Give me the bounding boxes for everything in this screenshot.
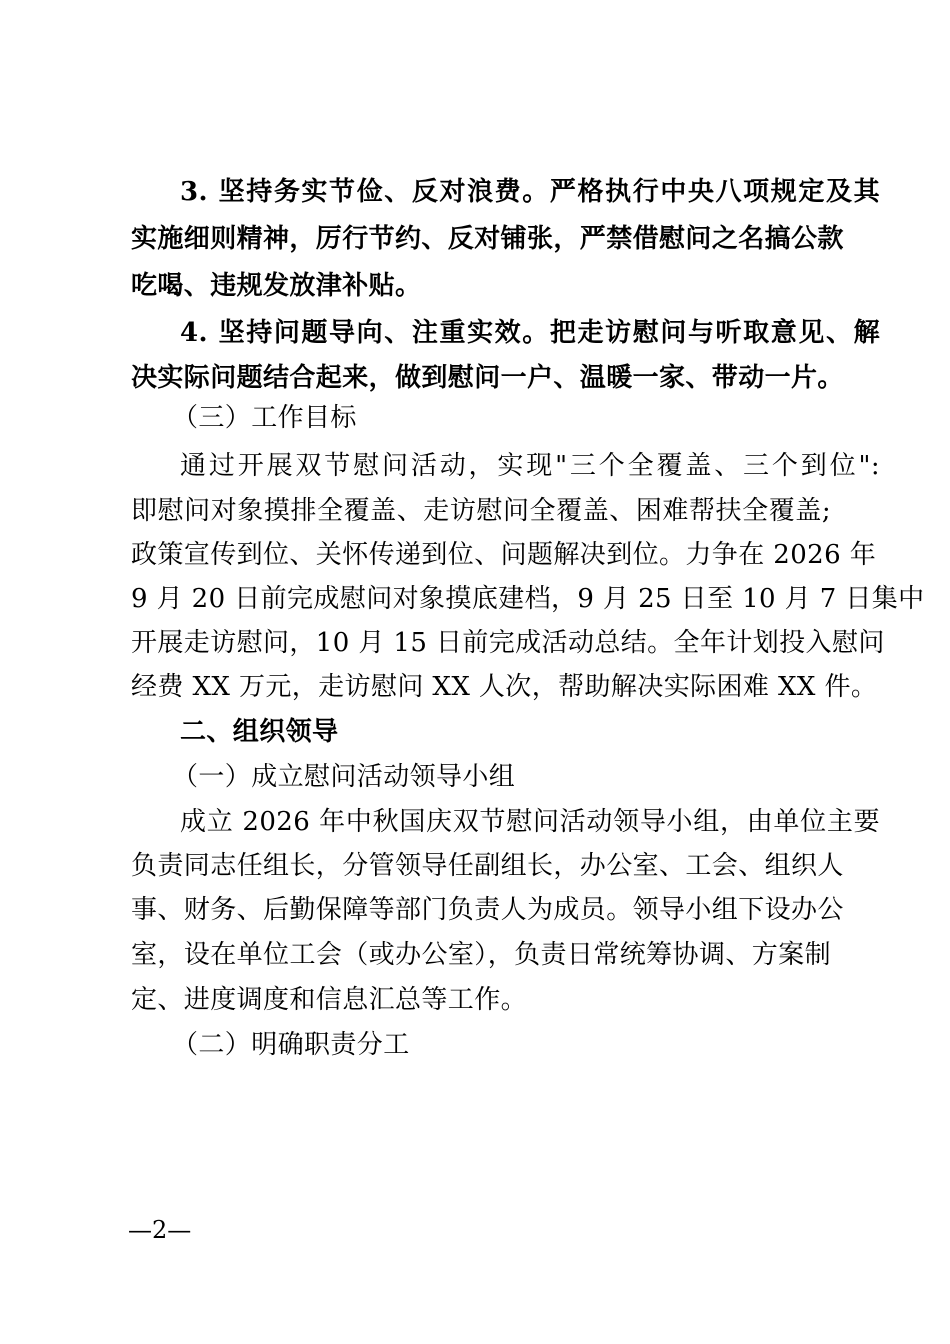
heading-responsibilities: （二）明确职责分工 [172,1030,410,1060]
leading-group-line-1: 成立 2026 年中秋国庆双节慰问活动领导小组，由单位主要 [180,807,880,837]
principle-4-line-2: 决实际问题结合起来，做到慰问一户、温暖一家、带动一片。 [131,363,844,393]
leading-group-line-2: 负责同志任组长，分管领导任副组长，办公室、工会、组织人 [131,851,844,881]
goals-line-2: 即慰问对象摸排全覆盖、走访慰问全覆盖、困难帮扶全覆盖; [131,496,831,526]
principle-3-line-1: 3. 坚持务实节俭、反对浪费。严格执行中央八项规定及其 [180,177,880,207]
heading-organization: 二、组织领导 [180,717,339,747]
page-number: —2— [128,1216,192,1244]
leading-group-line-4: 室，设在单位工会（或办公室），负责日常统筹协调、方案制 [131,940,831,970]
heading-work-goals: （三）工作目标 [172,403,357,433]
goals-line-3: 政策宣传到位、关怀传递到位、问题解决到位。力争在 2026 年 [131,540,877,570]
goals-line-6: 经费 XX 万元，走访慰问 XX 人次，帮助解决实际困难 XX 件。 [131,672,878,702]
goals-line-1: 通过开展双节慰问活动，实现"三个全覆盖、三个到位": [180,451,880,481]
heading-leading-group: （一）成立慰问活动领导小组 [172,762,516,792]
principle-3-line-2: 实施细则精神，厉行节约、反对铺张，严禁借慰问之名搞公款 [131,224,844,254]
leading-group-line-5: 定、进度调度和信息汇总等工作。 [131,985,528,1015]
leading-group-line-3: 事、财务、后勤保障等部门负责人为成员。领导小组下设办公 [131,895,844,925]
principle-3-line-3: 吃喝、违规发放津补贴。 [131,271,422,301]
principle-4-line-1: 4. 坚持问题导向、注重实效。把走访慰问与听取意见、解 [180,318,880,348]
goals-line-5: 开展走访慰问，10 月 15 日前完成活动总结。全年计划投入慰问 [131,628,885,658]
goals-line-4: 9 月 20 日前完成慰问对象摸底建档，9 月 25 日至 10 月 7 日集中 [131,584,925,614]
